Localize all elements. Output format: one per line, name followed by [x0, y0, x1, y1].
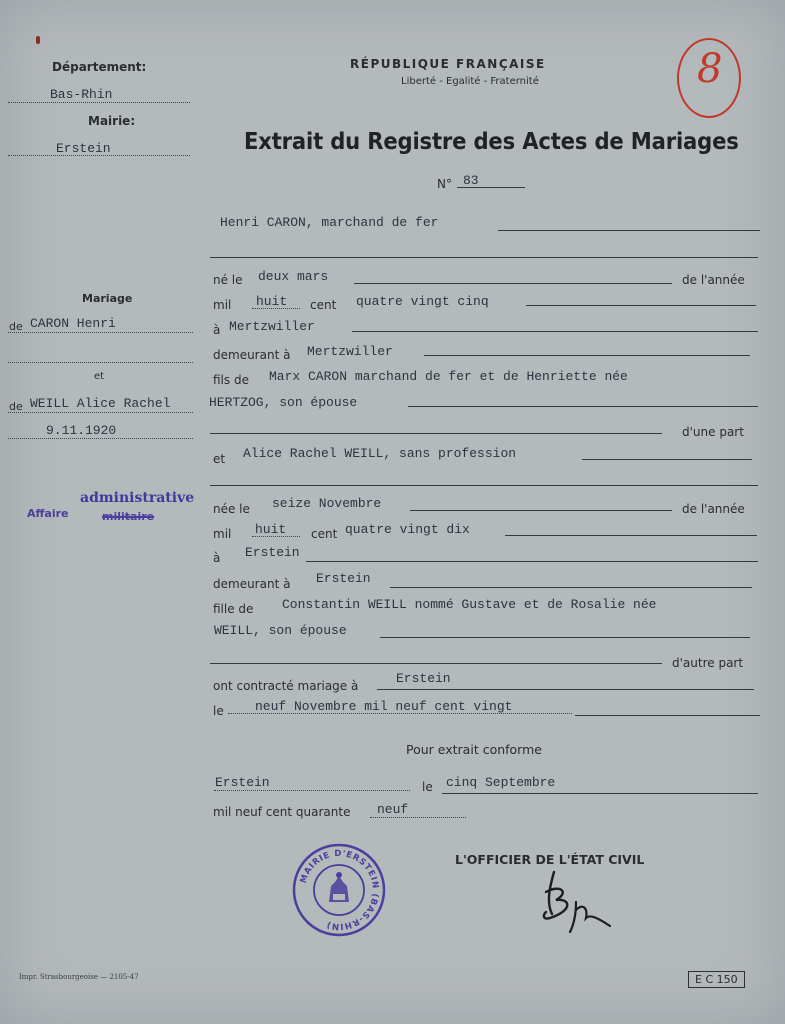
footer-year-underline — [370, 817, 466, 818]
affaire-label: Affaire — [27, 507, 69, 520]
husband-demeurant-label: demeurant à — [213, 348, 291, 362]
wife-demeurant-label: demeurant à — [213, 577, 291, 591]
corner-number: 8 — [697, 46, 723, 92]
husband-birthplace: Mertzwiller — [229, 319, 315, 334]
husband-cent: cent — [310, 298, 337, 312]
departement-value: Bas-Rhin — [50, 87, 113, 102]
contract-date: neuf Novembre mil neuf cent vingt — [255, 699, 513, 714]
wife-part-line — [210, 663, 662, 664]
republic-heading: RÉPUBLIQUE FRANÇAISE — [350, 57, 546, 71]
husband-parents-label: fils de — [213, 373, 249, 387]
husband-born-label: né le — [213, 273, 243, 287]
departement-underline — [8, 102, 190, 103]
husband-year-b: quatre vingt cinq — [356, 294, 489, 309]
husband-line-underline — [498, 230, 760, 231]
conforme-label: Pour extrait conforme — [406, 742, 542, 757]
document-title: Extrait du Registre des Actes de Mariages — [244, 129, 739, 155]
blank-underline — [8, 362, 193, 363]
husband-born-underline — [354, 283, 672, 284]
mairie-stamp — [291, 842, 387, 938]
form-code-box: E C 150 — [688, 971, 745, 988]
husband-line: Henri CARON, marchand de fer — [220, 215, 439, 230]
footer-le-label: le — [422, 780, 433, 794]
et-label: et — [94, 371, 105, 382]
wife-born-label: née le — [213, 502, 250, 516]
contract-date-line — [575, 715, 760, 716]
mariage-label: Mariage — [82, 292, 133, 305]
husband-de-l-annee: de l'année — [682, 273, 745, 287]
de-label-1: de — [9, 320, 23, 333]
wife-et-label: et — [213, 452, 226, 466]
husband-residence-underline — [424, 355, 750, 356]
marriage-date: 9.11.1920 — [46, 423, 117, 438]
de-label-2: de — [9, 400, 23, 413]
husband-parents-underline — [408, 406, 758, 407]
contract-place-underline — [377, 689, 754, 690]
no-underline — [457, 187, 525, 188]
husband-blank-line — [210, 257, 758, 258]
departement-label: Département: — [52, 60, 147, 74]
footer-date: cinq Septembre — [446, 775, 556, 790]
imprint-text: Impr. Strasbourgeoise — 2105-47 — [19, 973, 139, 981]
wife-mil: mil — [213, 527, 232, 541]
husband-part-line — [210, 433, 662, 434]
wife-parents-line1: Constantin WEILL nommé Gustave et de Rosalie née — [282, 597, 657, 612]
footer-place-underline — [214, 790, 410, 791]
republic-motto: Liberté - Egalité - Fraternité — [401, 76, 539, 87]
wife-born-underline — [410, 510, 672, 511]
no-value: 83 — [463, 173, 479, 188]
wife-underline — [8, 412, 193, 413]
wife-line: Alice Rachel WEILL, sans profession — [243, 446, 517, 461]
husband-year-b-underline — [526, 305, 756, 306]
svg-text:MAIRIE D'ERSTEIN (BAS-RHIN): MAIRIE D'ERSTEIN (BAS-RHIN) — [298, 848, 381, 932]
wife-de-l-annee: de l'année — [682, 502, 745, 516]
mairie-value: Erstein — [56, 141, 111, 156]
footer-year-prefix: mil neuf cent quarante — [213, 805, 351, 819]
wife-cent: cent — [311, 527, 338, 541]
affaire-value: administrative — [80, 490, 195, 506]
wife-year-a: huit — [255, 522, 287, 537]
no-label: N° — [437, 177, 452, 191]
husband-part-label: d'une part — [682, 425, 744, 439]
wife-birthplace-underline — [306, 561, 758, 562]
husband-year-a: huit — [256, 294, 288, 309]
footer-date-underline — [442, 793, 758, 794]
red-tick — [36, 36, 40, 44]
mairie-label: Mairie: — [88, 114, 136, 128]
wife-residence-underline — [390, 587, 752, 588]
husband-year-a-underline — [252, 308, 300, 309]
officer-signature — [540, 862, 620, 942]
wife-line-underline — [582, 459, 752, 460]
wife-residence: Erstein — [316, 571, 371, 586]
wife-birthplace: Erstein — [245, 545, 300, 560]
wife-name: WEILL Alice Rachel — [30, 396, 171, 411]
wife-year-b-underline — [505, 535, 757, 536]
mairie-underline — [8, 155, 190, 156]
husband-birthplace-underline — [352, 331, 758, 332]
contract-label: ont contracté mariage à — [213, 679, 359, 693]
wife-blank-line — [210, 485, 758, 486]
wife-year-a-underline — [252, 536, 300, 537]
contract-date-underline — [228, 713, 572, 714]
wife-parents-line2: WEILL, son épouse — [214, 623, 347, 638]
husband-name: CARON Henri — [30, 316, 116, 331]
husband-residence: Mertzwiller — [307, 344, 393, 359]
husband-born-date: deux mars — [258, 269, 329, 284]
husband-a-label: à — [213, 323, 221, 337]
wife-year-b: quatre vingt dix — [345, 522, 470, 537]
wife-parents-label: fille de — [213, 602, 254, 616]
footer-year-suffix: neuf — [377, 802, 409, 817]
contract-le-label: le — [213, 704, 224, 718]
wife-a-label: à — [213, 551, 221, 565]
wife-parents-underline — [380, 637, 750, 638]
wife-part-label: d'autre part — [672, 656, 744, 670]
officer-label: L'OFFICIER DE L'ÉTAT CIVIL — [455, 852, 645, 867]
date-underline — [8, 438, 193, 439]
husband-mil: mil — [213, 298, 232, 312]
husband-parents-line1: Marx CARON marchand de fer et de Henriette née — [269, 369, 628, 384]
footer-place: Erstein — [215, 775, 270, 790]
husband-underline — [8, 332, 193, 333]
contract-place: Erstein — [396, 671, 451, 686]
wife-born-date: seize Novembre — [272, 496, 382, 511]
husband-parents-line2: HERTZOG, son épouse — [209, 395, 358, 410]
affaire-struck: militaire — [102, 510, 155, 523]
